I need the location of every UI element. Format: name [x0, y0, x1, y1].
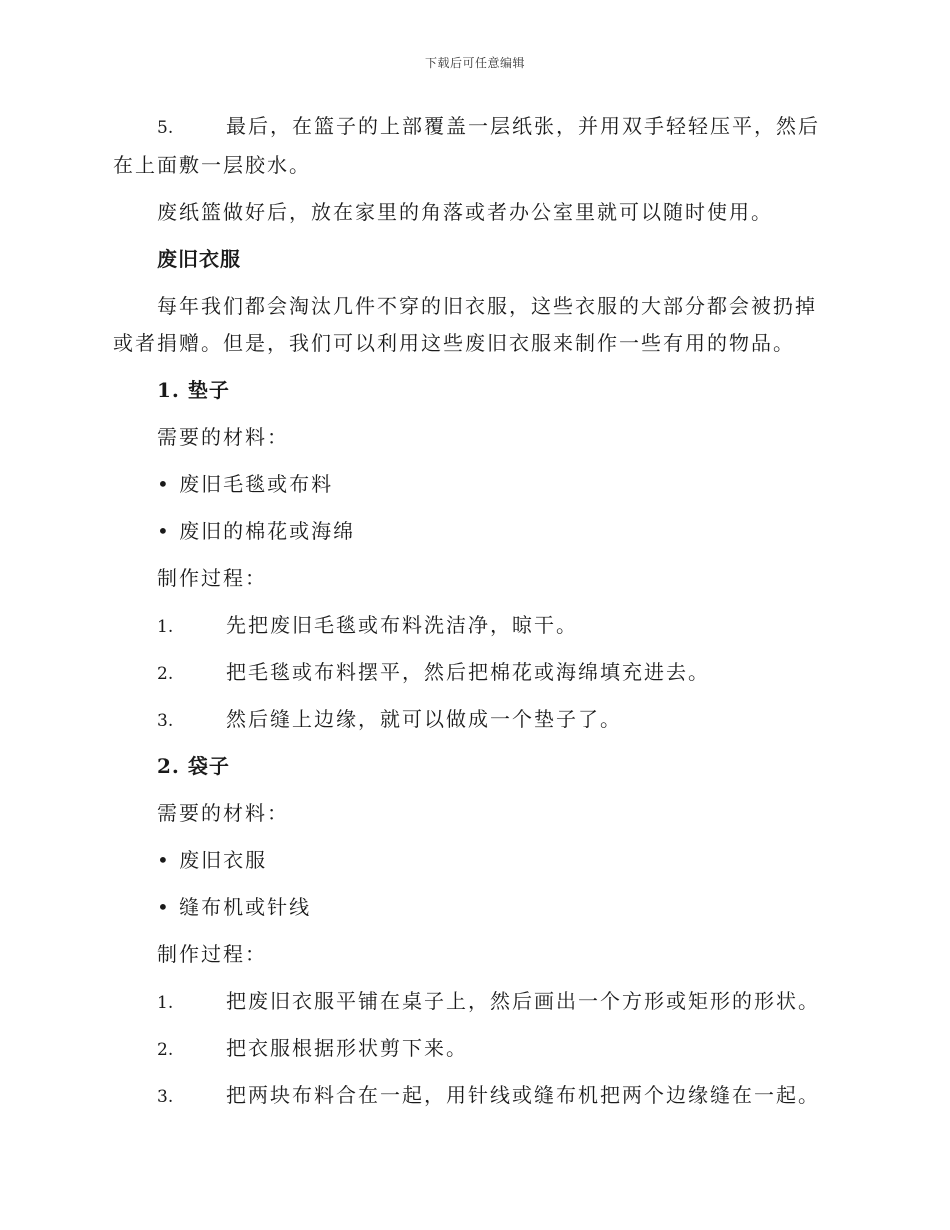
item-1-material: • 废旧毛毯或布料 [157, 472, 334, 496]
item-2-step [113, 983, 835, 1020]
item-2-title: 2. 袋子 [157, 754, 230, 778]
step-number: 3. [157, 1087, 174, 1107]
item-1-process-label: 制作过程： [157, 566, 267, 590]
item-2-material: • 废旧衣服 [157, 848, 268, 872]
item-1-title: 1. 垫子 [157, 378, 230, 402]
step-text: 先把废旧毛毯或布料洗洁净，晾干。 [226, 613, 578, 637]
item-2-process-label: 制作过程： [157, 942, 267, 966]
item-1-step [113, 654, 835, 691]
item-2-materials-label: 需要的材料： [157, 801, 289, 825]
basket-done-paragraph: 废纸篮做好后，放在家里的角落或者办公室里就可以随时使用。 [157, 200, 773, 224]
step-text: 把衣服根据形状剪下来。 [226, 1036, 468, 1060]
item-1-step [113, 701, 835, 738]
step-number: 1. [157, 993, 174, 1013]
section-intro-paragraph: 每年我们都会淘汰几件不穿的旧衣服，这些衣服的大部分都会被扔掉或者捐赠。但是，我们可以利用这些废旧衣服来制作一些有用的物品。 [113, 294, 817, 355]
step-text: 然后缝上边缘，就可以做成一个垫子了。 [226, 707, 622, 731]
step-text: 把两块布料合在一起，用针线或缝布机把两个边缘缝在一起。 [226, 1083, 820, 1107]
step-number: 5. [157, 118, 174, 138]
item-2-material: • 缝布机或针线 [157, 895, 312, 919]
item-1-materials-label: 需要的材料： [157, 425, 289, 449]
item-2-step [113, 1077, 835, 1114]
step-5-paragraph [113, 108, 835, 184]
step-number: 1. [157, 617, 174, 637]
page-header: 下载后可任意编辑 [424, 56, 525, 70]
step-number: 2. [157, 1040, 174, 1060]
item-1-material: • 废旧的棉花或海绵 [157, 519, 356, 543]
document-body [113, 108, 835, 1124]
item-1-step [113, 607, 835, 644]
step-text: 最后，在篮子的上部覆盖一层纸张，并用双手轻轻压平，然后在上面敷一层胶水。 [113, 114, 820, 177]
section-title: 废旧衣服 [157, 247, 241, 271]
item-2-step [113, 1030, 835, 1067]
step-text: 把废旧衣服平铺在桌子上，然后画出一个方形或矩形的形状。 [226, 989, 820, 1013]
step-number: 2. [157, 664, 174, 684]
step-number: 3. [157, 711, 174, 731]
step-text: 把毛毯或布料摆平，然后把棉花或海绵填充进去。 [226, 660, 710, 684]
